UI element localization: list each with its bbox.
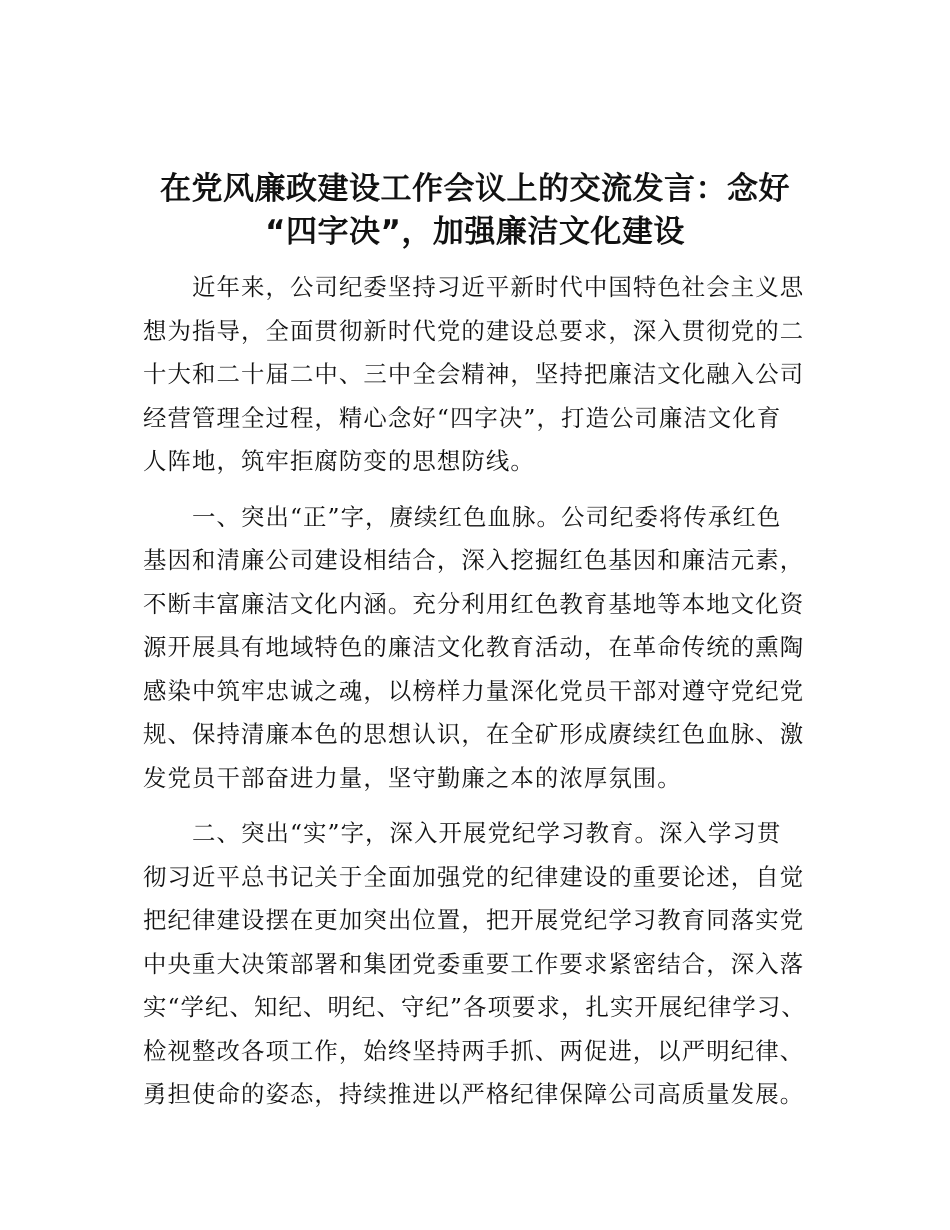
text-line: 彻习近平总书记关于全面加强党的纪律建设的重要论述，自觉 [143,862,805,891]
text-line: 十大和二十届二中、三中全会精神，坚持把廉洁文化融入公司 [143,360,805,388]
text-line: 实“学纪、知纪、明纪、守纪”各项要求，扎实开展纪律学习、 [143,993,806,1021]
document-body [143,266,833,1129]
text-line: 中央重大决策部署和集团党委重要工作要求紧密结合，深入落 [143,949,805,978]
paragraph-section-one [143,496,833,801]
text-line: 规、保持清廉本色的思想认识，在全矿形成赓续红色血脉、激 [143,720,805,748]
text-line: 不断丰富廉洁文化内涵。充分利用红色教育基地等本地文化资 [143,589,805,618]
text-line: 检视整改各项工作，始终坚持两手抓、两促进，以严明纪律、 [143,1036,805,1065]
document-title [120,168,830,254]
text-line: 人阵地，筑牢拒腐防变的思想防线。 [143,447,535,475]
text-line: 二、突出“实”字，深入开展党纪学习教育。深入学习贯 [192,819,782,847]
text-line: 把纪律建设摆在更加突出位置，把开展党纪学习教育同落实党 [143,906,805,934]
text-line: 发党员干部奋进力量，坚守勤廉之本的浓厚氛围。 [143,763,682,792]
text-line: 近年来，公司纪委坚持习近平新时代中国特色社会主义思 [192,273,805,301]
title-line: 在党风廉政建设工作会议上的交流发言：念好 [160,171,790,207]
text-line: 源开展具有地域特色的廉洁文化教育活动，在革命传统的熏陶 [143,633,805,661]
title-line: “四字决”，加强廉洁文化建设 [265,214,685,250]
text-line: 勇担使命的姿态，持续推进以严格纪律保障公司高质量发展。 [143,1080,805,1108]
text-line: 经营管理全过程，精心念好“四字决”，打造公司廉洁文化育 [143,403,782,432]
paragraph-section-two [143,812,833,1117]
text-line: 一、突出“正”字，赓续红色血脉。公司纪委将传承红色 [192,502,782,531]
text-line: 基因和清廉公司建设相结合，深入挖掘红色基因和廉洁元素， [143,546,805,574]
paragraph-intro [143,266,833,484]
text-line: 想为指导，全面贯彻新时代党的建设总要求，深入贯彻党的二 [143,316,805,345]
text-line: 感染中筑牢忠诚之魂，以榜样力量深化党员干部对遵守党纪党 [143,676,805,705]
